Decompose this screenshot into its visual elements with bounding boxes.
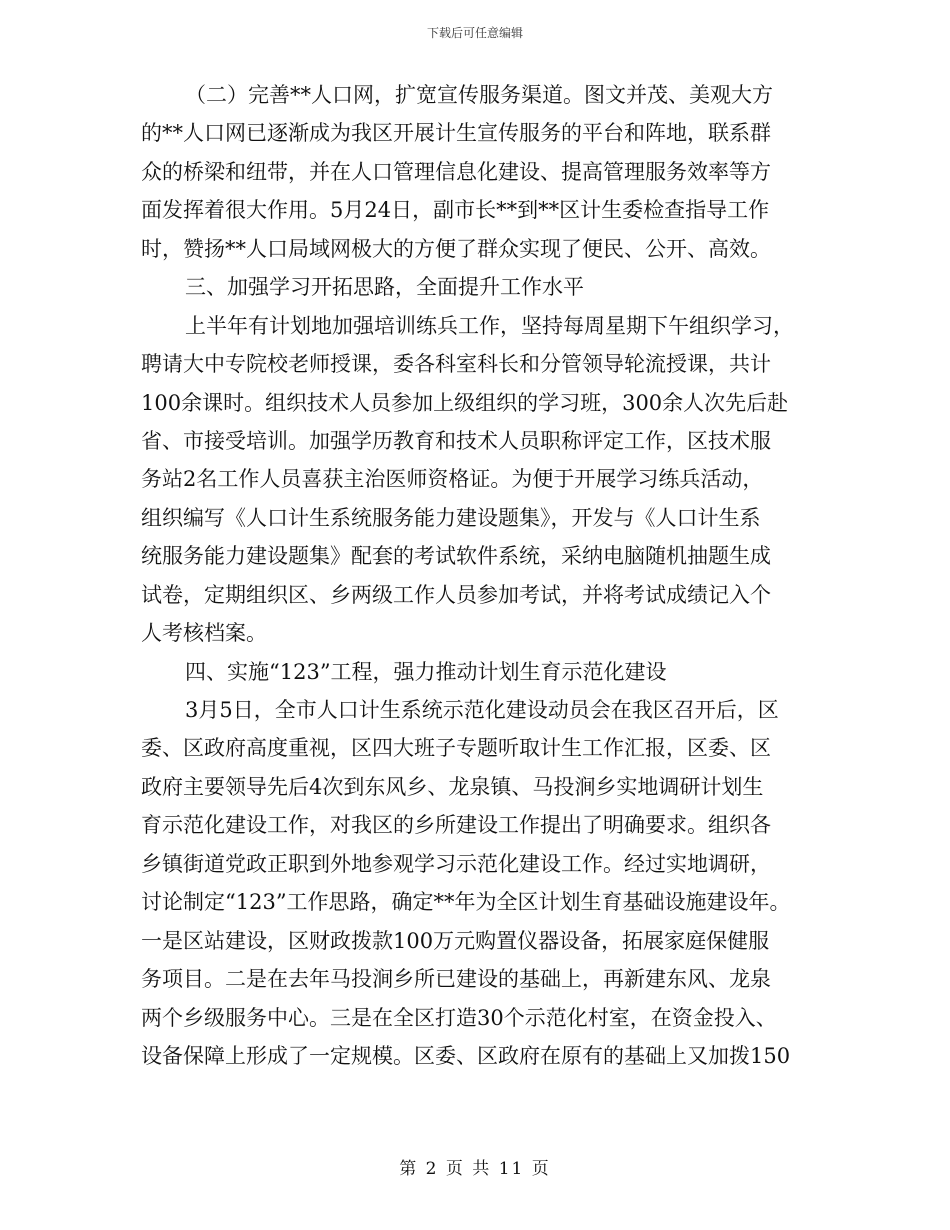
- text-line: 三、加强学习开拓思路，全面提升工作水平: [185, 275, 584, 300]
- text-line: 政府主要领导先后4次到东风乡、龙泉镇、马投涧乡实地调研计划生: [141, 774, 764, 799]
- text-line: 人考核档案。: [141, 621, 267, 646]
- text-line: 务站2名工作人员喜获主治医师资格证。为便于开展学习练兵活动，: [141, 467, 764, 492]
- text-line: 育示范化建设工作，对我区的乡所建设工作提出了明确要求。组织各: [141, 813, 771, 838]
- document-body: [141, 76, 831, 1075]
- text-line: 上半年有计划地加强培训练兵工作，坚持每周星期下午组织学习，: [185, 313, 794, 338]
- text-line: 组织编写《人口计生系统服务能力建设题集》，开发与《人口计生系: [141, 505, 761, 530]
- text-line: 乡镇街道党政正职到外地参观学习示范化建设工作。经过实地调研，: [141, 851, 771, 876]
- text-line: 的**人口网已逐渐成为我区开展计生宣传服务的平台和阵地，联系群: [141, 121, 771, 146]
- text-line: 3月5日，全市人口计生系统示范化建设动员会在我区召开后，区: [185, 698, 779, 722]
- page-header: 下载后可任意编辑: [426, 26, 523, 40]
- text-line: 四、实施“123”工程，强力推动计划生育示范化建设: [185, 659, 667, 684]
- text-line: 时，赞扬**人口局域网极大的方便了群众实现了便民、公开、高效。: [141, 236, 771, 261]
- text-line: 聘请大中专院校老师授课，委各科室科长和分管领导轮流授课，共计: [141, 352, 771, 377]
- page-footer: 第 2 页 共 11 页: [399, 1159, 551, 1179]
- text-line: 省、市接受培训。加强学历教育和技术人员职称评定工作，区技术服: [141, 428, 771, 453]
- text-line: 面发挥着很大作用。5月24日，副市长**到**区计生委检查指导工作: [141, 198, 770, 223]
- text-line: （二）完善**人口网，扩宽宣传服务渠道。图文并茂、美观大方: [185, 83, 773, 107]
- text-line: 委、区政府高度重视，区四大班子专题听取计生工作汇报，区委、区: [141, 736, 771, 761]
- text-line: 讨论制定“123”工作思路，确定**年为全区计划生育基础设施建设年。: [141, 890, 791, 915]
- text-line: 两个乡级服务中心。三是在全区打造30个示范化村室，在资金投入、: [141, 1005, 777, 1030]
- text-line: 100余课时。组织技术人员参加上级组织的学习班，300余人次先后赴: [141, 390, 789, 415]
- text-line: 设备保障上形成了一定规模。区委、区政府在原有的基础上又加拨150: [141, 1043, 791, 1068]
- text-line: 众的桥梁和纽带，并在人口管理信息化建设、提高管理服务效率等方: [141, 159, 771, 184]
- text-line: 务项目。二是在去年马投涧乡所已建设的基础上，再新建东风、龙泉: [141, 967, 771, 992]
- text-line: 试卷，定期组织区、乡两级工作人员参加考试，并将考试成绩记入个: [141, 582, 771, 607]
- text-line: 统服务能力建设题集》配套的考试软件系统，采纳电脑随机抽题生成: [141, 544, 771, 569]
- text-line: 一是区站建设，区财政拨款100万元购置仪器设备，拓展家庭保健服: [141, 928, 770, 953]
